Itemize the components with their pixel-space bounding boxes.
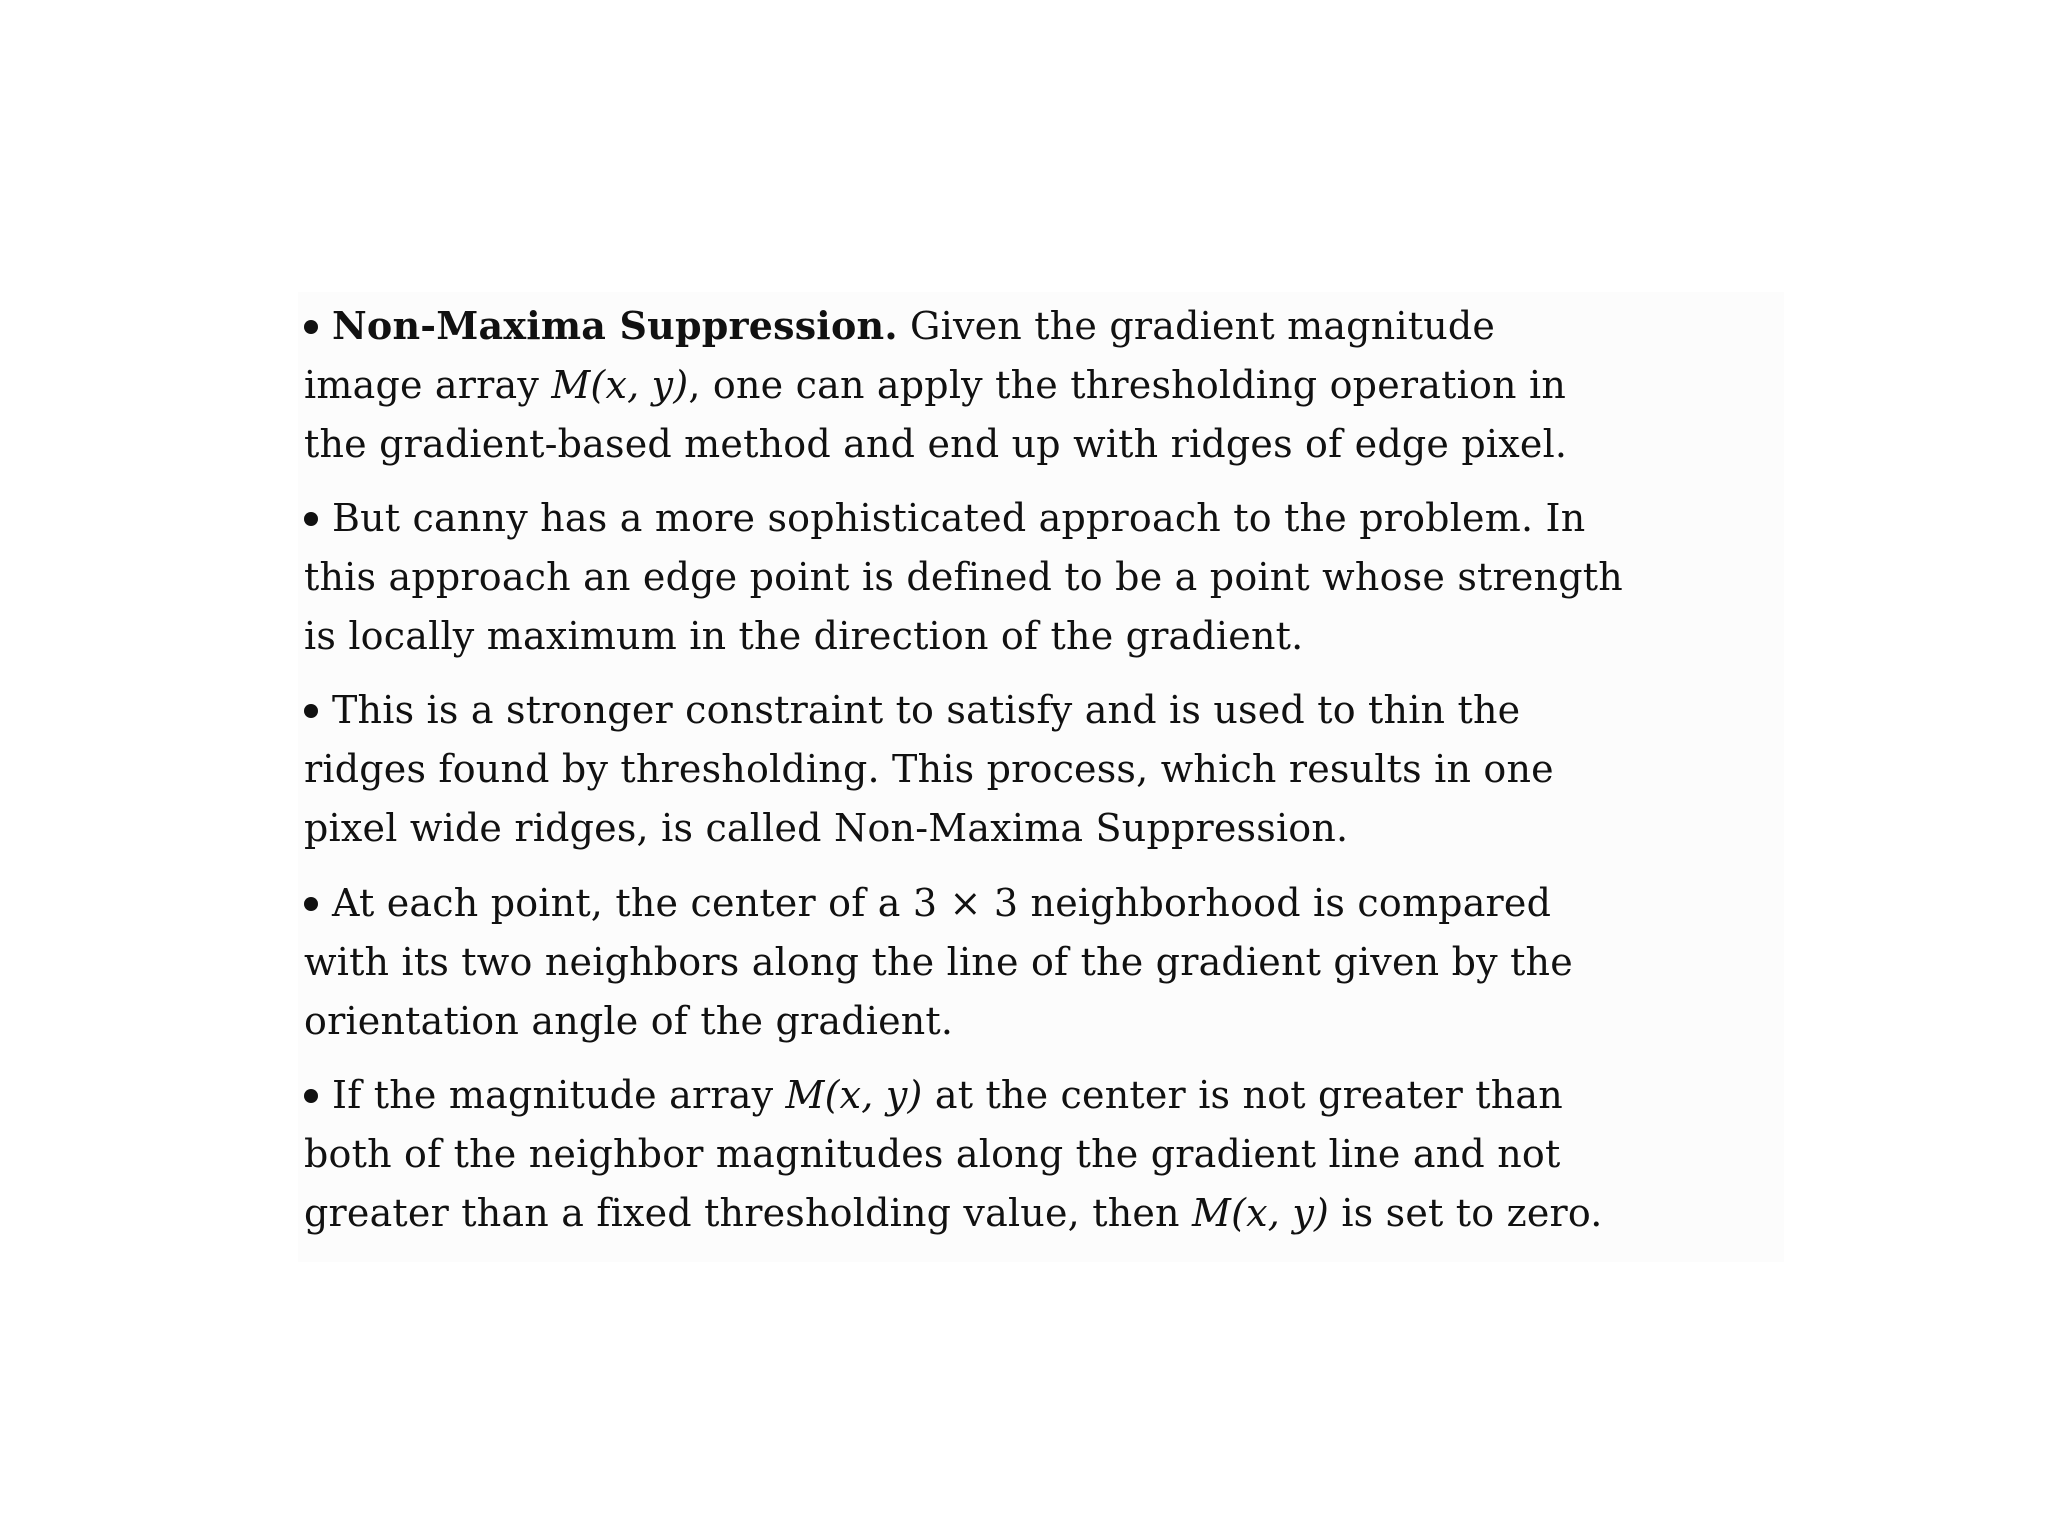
bullet-line (304, 874, 1804, 933)
bullet-text: This is a stronger constraint to satisfy and is used to thin the (332, 688, 1521, 732)
bullet-text: the gradient-based method and end up with ridges of edge pixel. (304, 422, 1568, 466)
bullet-dot-icon (304, 512, 318, 526)
bullet-stronger-constraint (304, 681, 1804, 858)
bullet-text: ridges found by thresholding. This process, which results in one (304, 747, 1554, 791)
bullet-line (304, 489, 1804, 548)
bullet-text: this approach an edge point is defined to be a point whose strength (304, 555, 1623, 599)
bullet-line (304, 356, 1804, 415)
bullet-dot-icon (304, 897, 318, 911)
bullet-text: at the center is not greater than (922, 1073, 1563, 1117)
math-expression: M(x, y) (1192, 1191, 1330, 1235)
bullet-text: pixel wide ridges, is called Non-Maxima Suppression. (304, 806, 1349, 850)
math-expression: M(x, y) (785, 1073, 923, 1117)
bullet-text: If the magnitude array (332, 1073, 786, 1117)
bullet-term: Non-Maxima Suppression. (332, 303, 898, 348)
bullet-line (304, 1066, 1804, 1125)
bullet-line (304, 933, 1804, 992)
bullet-line (304, 548, 1804, 607)
bullet-text: is locally maximum in the direction of the gradient. (304, 614, 1304, 658)
math-expression: M(x, y) (551, 363, 689, 407)
bullet-line (304, 607, 1804, 666)
bullet-text: neighborhood is compared (1018, 881, 1552, 925)
bullet-dot-icon (304, 704, 318, 718)
bullet-line (304, 1125, 1804, 1184)
bullet-magnitude-zero (304, 1066, 1804, 1243)
bullet-text: with its two neighbors along the line of the gradient given by the (304, 940, 1573, 984)
bullet-text: But canny has a more sophisticated approach to the problem. In (332, 496, 1586, 540)
bullet-non-maxima-suppression (304, 296, 1804, 474)
bullet-text: , one can apply the thresholding operation in (688, 363, 1566, 407)
bullet-text: is set to zero. (1329, 1191, 1603, 1235)
bullet-canny-approach (304, 489, 1804, 666)
bullet-line (304, 1184, 1804, 1243)
math-expression: 3 × 3 (912, 881, 1019, 925)
bullet-text: Given the gradient magnitude (897, 304, 1496, 348)
bullet-neighborhood-compare (304, 874, 1804, 1051)
bullet-line (304, 415, 1804, 474)
bullet-text: orientation angle of the gradient. (304, 999, 954, 1043)
bullet-line (304, 992, 1804, 1051)
bullet-line (304, 681, 1804, 740)
bullet-line (304, 296, 1804, 356)
bullet-line (304, 799, 1804, 858)
bullet-text: image array (304, 363, 552, 407)
bullet-text: both of the neighbor magnitudes along the gradient line and not (304, 1132, 1561, 1176)
bullet-line (304, 740, 1804, 799)
bullet-text: At each point, the center of a (332, 881, 913, 925)
bullet-text: greater than a fixed thresholding value, then (304, 1191, 1193, 1235)
slide-content (298, 292, 1784, 1262)
bullet-dot-icon (304, 1089, 318, 1103)
bullet-dot-icon (304, 320, 318, 334)
